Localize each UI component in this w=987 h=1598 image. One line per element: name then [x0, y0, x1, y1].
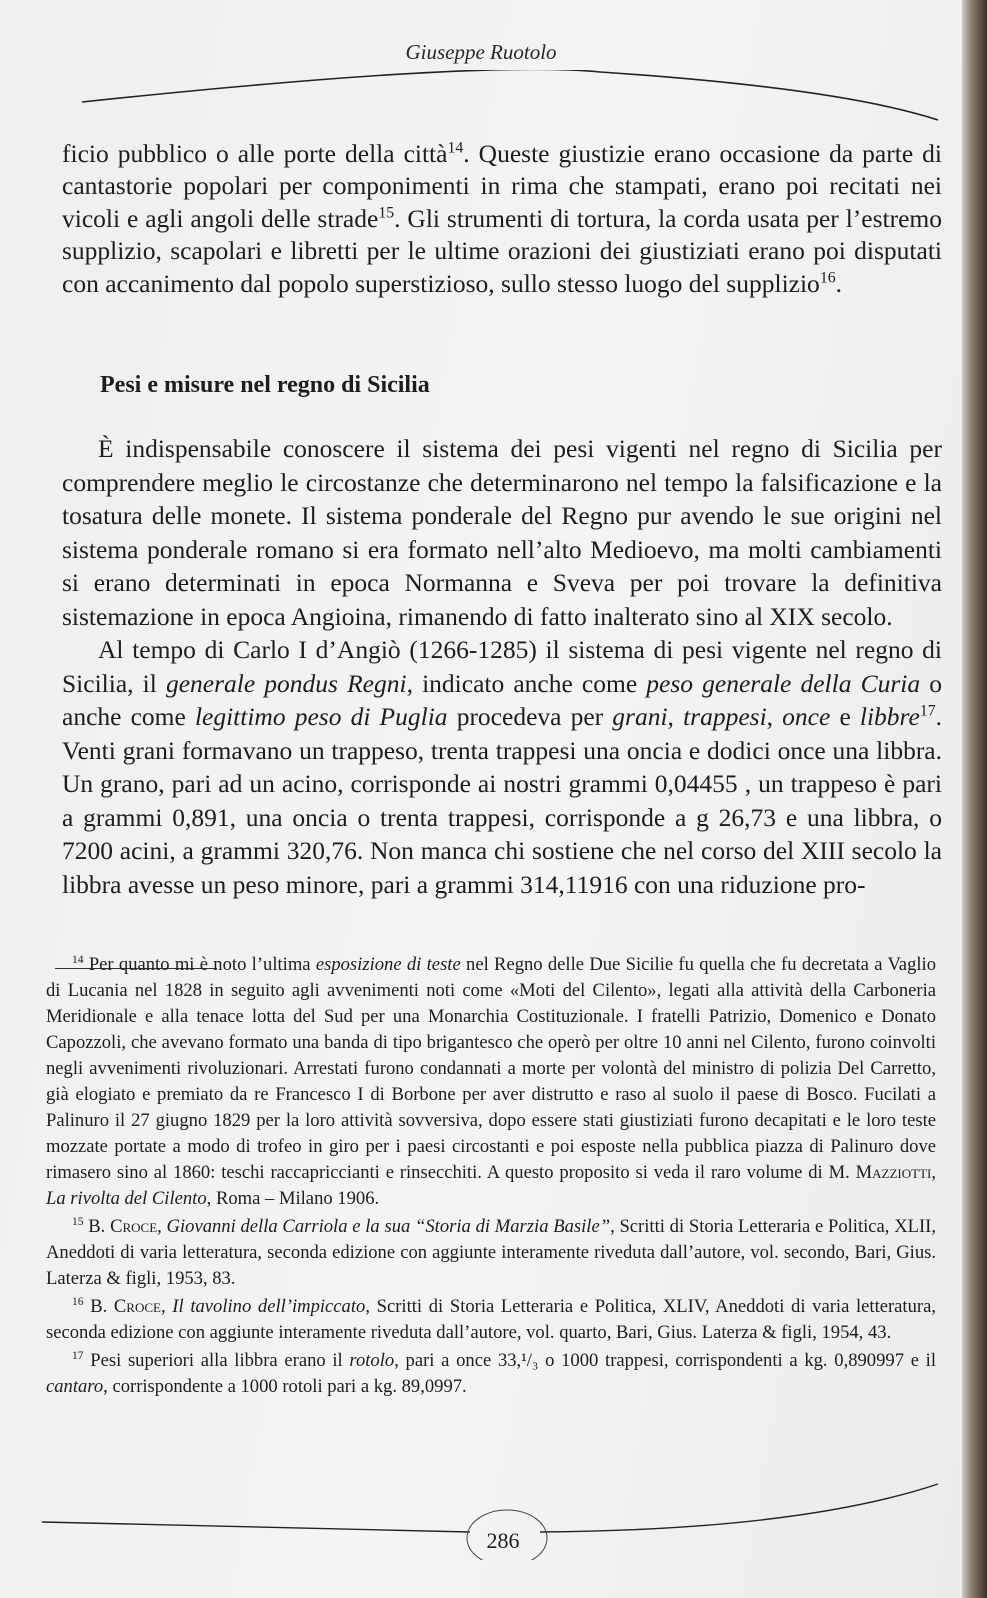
italic-term: esposizione di teste	[315, 954, 461, 975]
text-run: procedeva per	[447, 702, 613, 731]
text-run: , Scritti di Storia Letteraria e Politica, XLIV, Aneddoti di varia letteratura, seconda edizione con aggiunte interamente riveduta dall’autore, vol. quarto, Bari, Gius. Laterza & figli, 1954, 43.	[46, 1296, 936, 1343]
italic-term: libbre	[859, 702, 920, 731]
footnote-15	[46, 1214, 936, 1292]
author-name: Mazziotti	[855, 1162, 932, 1183]
section-body	[62, 432, 942, 901]
text-run: B.	[88, 1216, 111, 1237]
text-run: , pari a once 33,¹/₃ o 1000 trappesi, corrispondenti a kg. 0,890997 e il	[394, 1350, 937, 1371]
page-edge-shadow	[962, 0, 987, 1598]
text-run: ficio pubblico o alle porte della città	[62, 139, 448, 168]
text-run: , Roma – Milano 1906.	[206, 1188, 380, 1209]
paragraph-1: È indispensabile conoscere il sistema dei pesi vigenti nel regno di Sicilia per comprendere meglio le circostanze che determinarono nel tempo la falsificazione e la tosatura delle monete. Il sistema ponderale del Regno pur avendo le sue origini nel sistema ponderale romano si era formato nell’alto Medioevo, ma molti cambiamenti si erano determinati in epoca Normanna e Sveva per poi trovare la definitiva sistemazione in epoca Angioina, rimanendo di fatto inalterato sino al XIX secolo.	[62, 434, 942, 631]
italic-term: legittimo peso di Puglia	[194, 702, 448, 731]
footnotes	[46, 952, 936, 1402]
text-run: B.	[90, 1296, 114, 1317]
footnote-ref-14[interactable]: 14	[447, 139, 464, 157]
footnote-number: 16	[72, 1295, 84, 1308]
text-run: . Gli strumenti di tortura, la corda usata per l’estremo supplizio, scapolari e libretti per le ultime orazioni dei giustiziati erano poi disputati con accanimento dal popolo superstizioso, sullo stesso luogo del supplizio	[62, 203, 942, 298]
text-run: e	[830, 702, 860, 731]
text-run: ,	[667, 702, 684, 731]
italic-term: rotolo	[349, 1350, 395, 1371]
italic-term: trappesi	[683, 702, 767, 731]
footnote-number: 14	[72, 953, 84, 966]
italic-term: grani	[612, 702, 668, 731]
text-run: o anche come	[62, 668, 942, 731]
footnote-ref-17[interactable]: 17	[919, 702, 936, 720]
text-run: . Queste giustizie erano occasione da parte di cantastorie popolari per componimenti in rima che stampati, erano poi recitati nei vicoli e agli angoli delle strade	[62, 139, 942, 233]
text-run: Pesi superiori alla libbra erano il	[90, 1350, 350, 1371]
footnote-17	[46, 1348, 936, 1400]
text-run: ,	[766, 702, 783, 731]
italic-term: cantaro	[46, 1376, 104, 1397]
book-title: Giovanni della Carriola e la sua “Storia di Marzia Basile”	[166, 1216, 611, 1237]
text-run: .	[835, 268, 842, 298]
text-run: Al tempo di Carlo I d’Angiò (1266-1285) il sistema di pesi vigente nel regno di Sicilia, il	[62, 635, 942, 698]
footnote-number: 15	[72, 1215, 84, 1228]
author-name: Croce	[110, 1216, 158, 1237]
footnote-ref-15[interactable]: 15	[378, 204, 395, 222]
footnote-number: 17	[72, 1349, 84, 1362]
footnote-16	[46, 1294, 936, 1346]
header-rule	[80, 70, 940, 130]
footnote-ref-16[interactable]: 16	[819, 269, 836, 287]
text-run: ,	[157, 1216, 167, 1237]
italic-term: peso generale della Curia	[646, 668, 921, 698]
text-run: nel Regno delle Due Sicilie fu quella che fu decretata a Vaglio di Lucania nel 1828 in seguito agli avvenimenti noti come «Moti del Cilento», legati alla attività della Carboneria Meridionale e alla tenace lotta del Sud per una Monarchia Costituzionale. I fratelli Patrizio, Domenico e Donato Capozzoli, che avevano formato una banda di tipo brigantesco che operò per oltre 10 anni nel Cilento, furono coinvolti negli avvenimenti rivoluzionari. Arrestati furono condannati a morte per volontà del ministro di polizia Del Carretto, già elogiato e premiato da re Francesco I di Borbone per aver distrutto e raso al suolo il paese di Bosco. Fucilati a Palinuro il 27 giugno 1829 per la loro attività sovversiva, dopo essere stati giustiziati furono decapitati e le loro teste mozzate portate a modo di trofeo in giro per i paesi circostanti e poi esposte nella pubblica piazza di Palinuro dove rimasero sino al 1860: teschi raccapriccianti e rinsecchiti. A questo proposito si veda il raro volume di M.	[46, 954, 936, 1183]
book-title: Il tavolino dell’impiccato	[172, 1296, 366, 1317]
continuation-paragraph	[62, 138, 942, 300]
text-run: ,	[931, 1162, 936, 1183]
page-number: 286	[486, 1528, 520, 1553]
running-head: Giuseppe Ruotolo	[405, 40, 557, 64]
paragraph-2	[62, 633, 942, 901]
section-heading: Pesi e misure nel regno di Sicilia	[100, 372, 430, 398]
text-run: , Scritti di Storia Letteraria e Politica, XLII, Aneddoti di varia letteratura, seconda edizione con aggiunte interamente riveduta dall’autore, vol. secondo, Bari, Gius. Laterza & figli, 1953, 83.	[46, 1216, 937, 1289]
text-run: . Venti grani formavano un trappeso, trenta trappesi una oncia e dodici once una libbra. Un grano, pari ad un acino, corrisponde ai nostri grammi 0,04455 , un trappeso è pari a grammi 0,891, una oncia o trenta trappesi, corrisponde a g 26,73 e una libbra, o 7200 acini, a grammi 320,76. Non manca chi sostiene che nel corso del XIII secolo la libbra avesse un peso minore, pari a grammi 314,11916 con una riduzione pro-	[62, 702, 943, 899]
text-run: , indicato anche come	[406, 668, 647, 698]
text-run: , corrispondente a 1000 rotoli pari a kg. 89,0997.	[103, 1376, 467, 1397]
italic-term: once	[782, 702, 831, 731]
footnote-14	[46, 952, 936, 1212]
author-name: Croce	[113, 1296, 161, 1317]
text-run: Per quanto mi è noto l’ultima	[88, 954, 316, 975]
book-title: La rivolta del Cilento	[46, 1188, 207, 1209]
italic-term: generale pondus Regni	[165, 668, 407, 698]
text-run: ,	[160, 1296, 173, 1317]
